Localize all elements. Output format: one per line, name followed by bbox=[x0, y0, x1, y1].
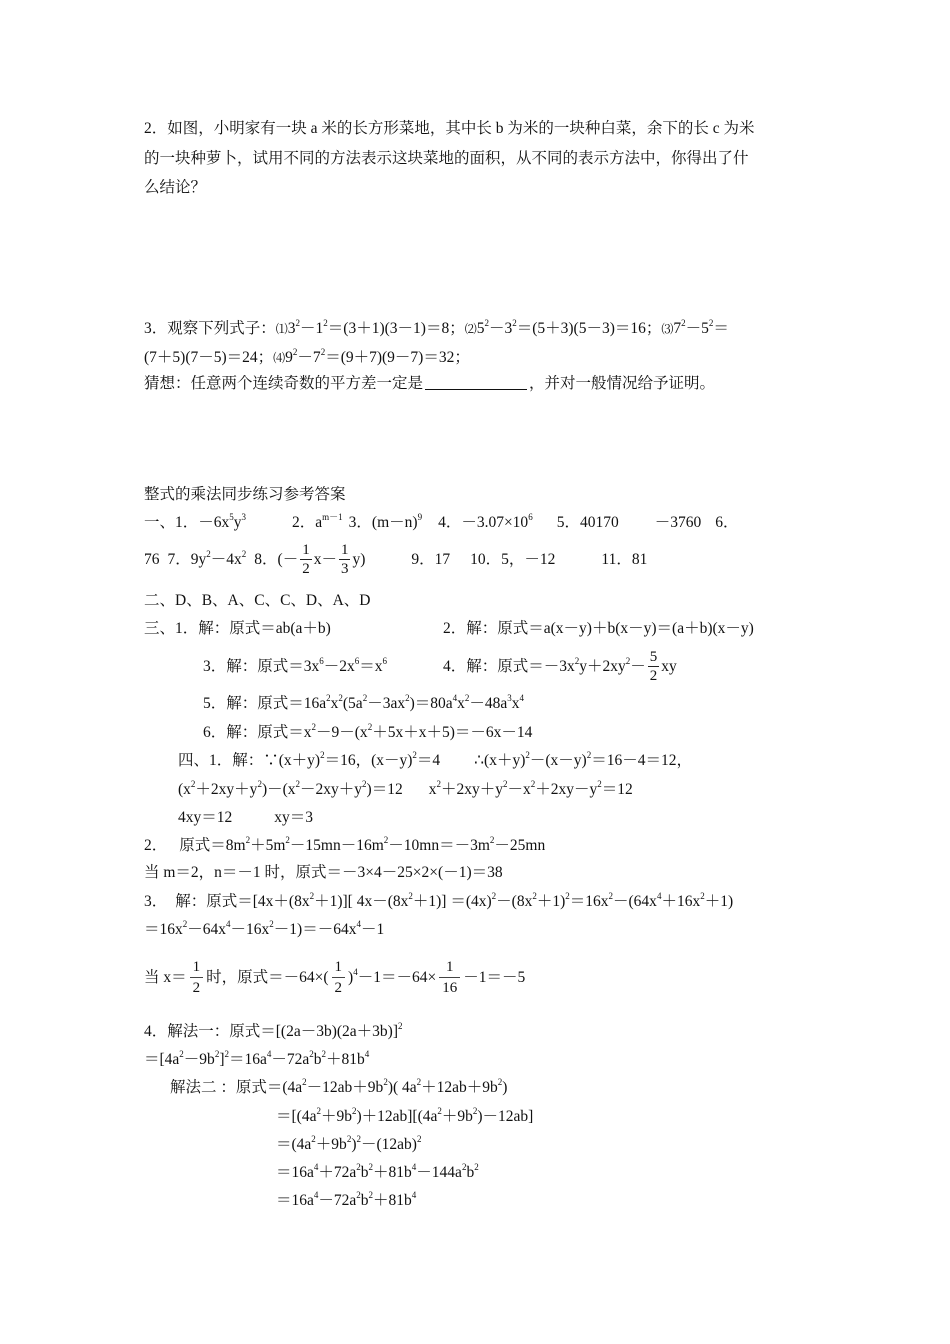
answers-part3-2: 2．解：原式＝a(x－y)＋b(x－y)＝(a＋b)(x－y) bbox=[443, 620, 754, 637]
answers-part3-3: 3．解：原式$=3x^6-2x^6=x^6$ bbox=[203, 656, 388, 675]
case-4-marker: ⑷ bbox=[273, 351, 286, 365]
case-1-marker: ⑴ bbox=[275, 322, 288, 336]
fraction-one-sixteenth: $\frac{1}{16}$ bbox=[439, 960, 460, 996]
answers-part4-1-line3: 4xy＝12 xy＝3 bbox=[178, 809, 314, 826]
answers-part4-4-line3: 解法二 ：原式$=(4a^2-12ab+9b^2)$( $4a^2+12ab+9b^2$) bbox=[170, 1077, 508, 1096]
guess-text-b: ，并对一般情况给予证明。 bbox=[529, 375, 716, 392]
answers-part4-2-line1: 2． 原式$=8m^2+5m^2-15mn-16m^2-10mn=-3m^2-25mn$ bbox=[144, 835, 546, 854]
answers-part4-3-line3: 当 x＝ $\frac{1}{2}$ 时，原式＝－64×( $\frac{1}{2}$ )$^4$－1＝－64× $\frac{1}{16}$ －1＝－5 bbox=[144, 959, 526, 997]
problem-3-line-1: 3．观察下列式子：$⑴3^2-1^2=(3+1)(3-1)=8$；$⑵5^2-3^2=(5+3)(5-3)=16$；$⑶7^2-5^2=$ bbox=[144, 318, 729, 337]
answers-part4-1-line1: 四、1．解：$\because(x+y)^2=16$，$(x-y)^2=4$ $\therefore(x+y)^2-(x-y)^2=16-4=12$， bbox=[178, 750, 692, 769]
answer-blank[interactable] bbox=[425, 375, 527, 390]
fraction-x-one-half: $\frac{1}{2}$ bbox=[190, 960, 204, 996]
problem-2-line-2: 的一块种萝卜，试用不同的方法表示这块菜地的面积，从不同的表示方法中，你得出了什 bbox=[144, 150, 749, 167]
fraction-one-half: $\frac{1}{2}$ bbox=[302, 542, 310, 578]
fraction-five-halves: $\frac{5}{2}$ bbox=[649, 649, 658, 685]
problem-3-line-2: (7＋5)(7－5)＝24；$⑷9^2-7^2=(9+7)(9-7)=32$； bbox=[144, 347, 470, 366]
answers-part1-line1: 一、1．$-6x^5y^3$ 2．$a^{m-1}$ 3．$(m-n)^9$ 4．$-3.07\times 10^6$ 5．40170 －3760 6． bbox=[144, 512, 739, 531]
answers-part4-4-line4: $=[(4a^2+9b^2)+12ab][(4a^2+9b^2)-12ab]$ bbox=[276, 1106, 534, 1125]
answers-part3-5: 5．解：原式$=16a^2x^2(5a^2-3ax^2)=80a^4x^2-48a^3x^4$ bbox=[203, 693, 525, 712]
fraction-base-one-half: $\frac{1}{2}$ bbox=[332, 960, 346, 996]
answers-part4-4-line6: $=16a^4+72a^2b^2+81b^4-144a^2b^2$ bbox=[276, 1162, 479, 1181]
answers-part3-1: 三、1．解：原式＝ab(a＋b) bbox=[144, 620, 331, 637]
answers-title: 整式的乘法同步练习参考答案 bbox=[144, 486, 346, 503]
guess-text-a: 猜想：任意两个连续奇数的平方差一定是 bbox=[144, 375, 424, 392]
answers-part2: 二、D、B、A、C、C、D、A、D bbox=[144, 592, 371, 609]
answers-part4-2-line2: 当 m＝2，n＝－1 时，原式＝－3×4－25×2×(－1)＝38 bbox=[144, 864, 503, 881]
problem-2-line-1: 2．如图，小明家有一块 a 米的长方形菜地，其中长 b 为米的一块种白菜，余下的长 c 为米 bbox=[144, 120, 755, 137]
fraction-one-third: $\frac{1}{3}$ bbox=[340, 542, 349, 578]
answers-part4-3-line2: $=16x^2-64x^4-16x^2-1)=-64x^4-1$ bbox=[144, 919, 385, 938]
case-3-marker: ⑶ bbox=[661, 322, 674, 336]
answers-part4-4-line5: $=(4a^2+9b^2)^2-(12ab)^2$ bbox=[276, 1134, 422, 1153]
problem-3-head: 3．观察下列式子： bbox=[144, 320, 276, 337]
answers-part4-1-line2: $(x^2+2xy+y^2)-(x^2-2xy+y^2)=12$ $x^2+2xy+y^2-x^2+2xy-y^2=12$ bbox=[178, 779, 633, 798]
answers-part3-6: 6．解：原式$=x^2-9-(x^2+5x+x+5)=-6x-14$ bbox=[203, 722, 533, 741]
answers-part4-4-line1: 4．解法一：原式$=[(2a-3b)(2a+3b)]^2$ bbox=[144, 1021, 403, 1040]
problem-2-line-3: 么结论？ bbox=[144, 179, 207, 196]
answers-part1-line2: 76 7．$9y^2-4x^2$ 8．(－ $\frac{1}{2}$ x－ $\frac{1}{3}$ y) 9．17 10．5，－12 11．81 bbox=[144, 542, 648, 578]
answers-part3-4: 4．解：原式$=-3x^2y+2xy^2-$ $\frac{5}{2}$ xy bbox=[443, 649, 677, 685]
problem-3-guess bbox=[144, 374, 715, 394]
case-2-marker: ⑵ bbox=[464, 322, 477, 336]
answers-part4-4-line7: $=16a^4-72a^2b^2+81b^4$ bbox=[276, 1190, 417, 1209]
answers-part4-4-line2: $=[4a^2-9b^2]^2=16a^4-72a^2b^2+81b^4$ bbox=[144, 1049, 370, 1068]
answers-part4-3-line1: 3． 解：原式$=[4x+(8x^2+1)]$[ $4x-(8x^2+1)] =(4x)^2-(8x^2+1)^2=16x^2-(64x^4+16x^2+1)$ bbox=[144, 891, 734, 910]
